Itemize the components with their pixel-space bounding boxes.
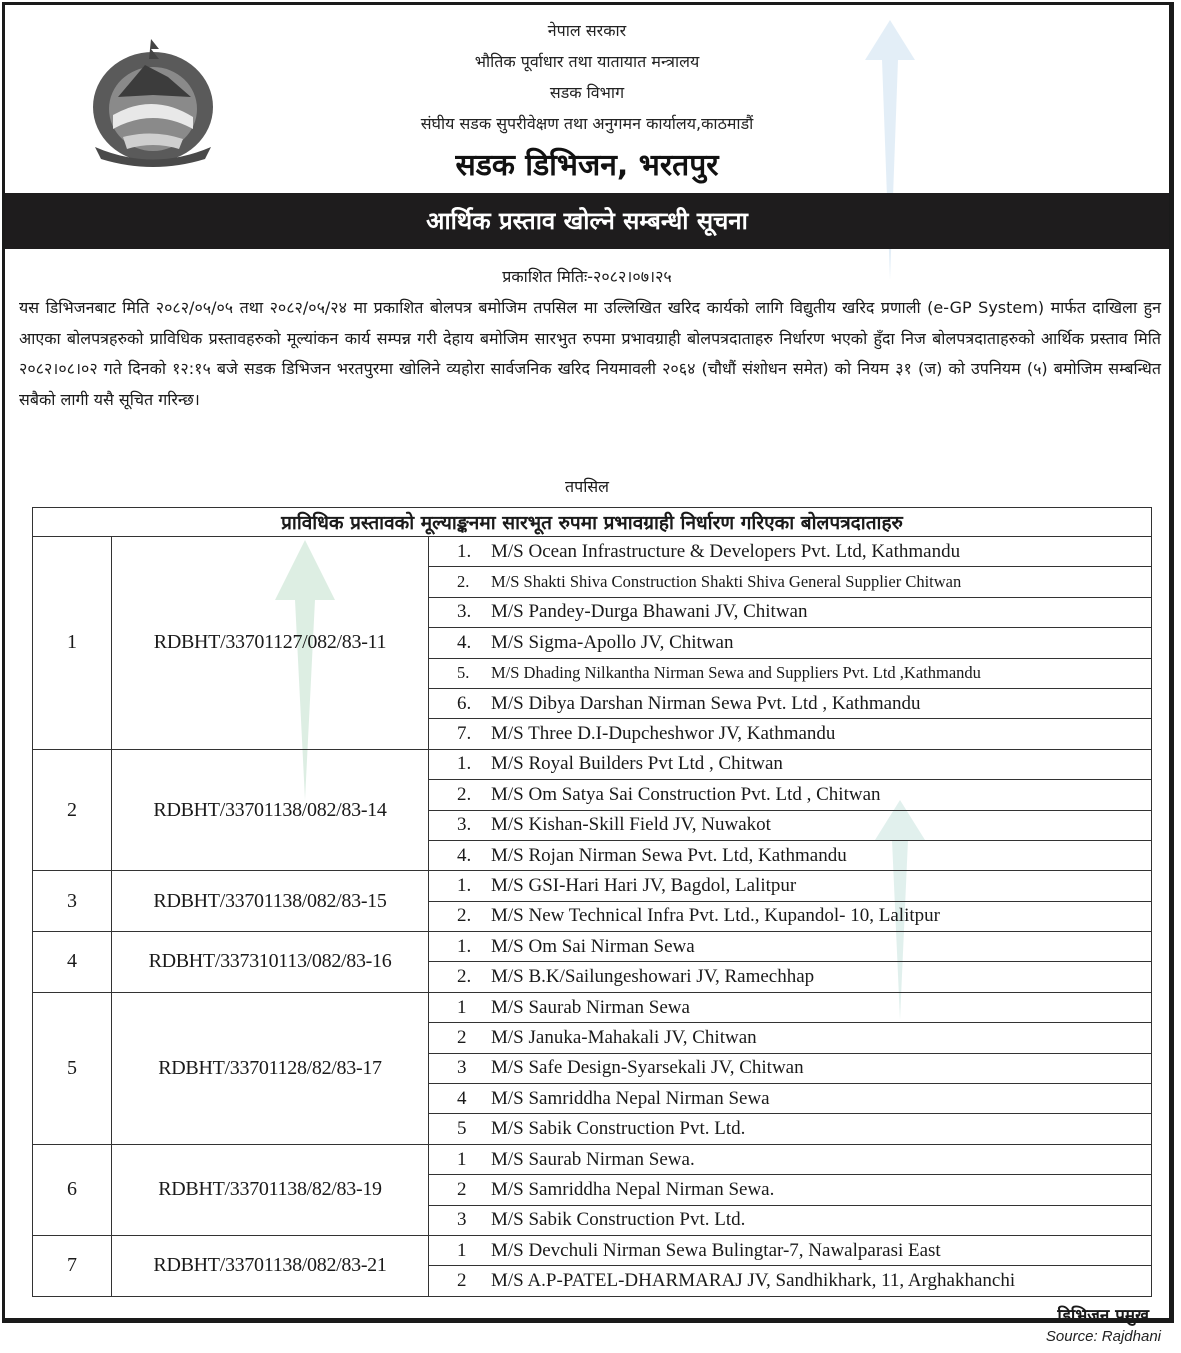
- bidder-name: M/S Saurab Nirman Sewa.: [491, 1148, 695, 1170]
- table-row: [33, 932, 1152, 962]
- bidder-number: 4.: [457, 844, 472, 866]
- bidder-name: M/S Samriddha Nepal Nirman Sewa.: [491, 1178, 775, 1200]
- contract-reference: RDBHT/33701138/082/83-21: [112, 1235, 429, 1296]
- bidder-number: 2: [457, 1270, 467, 1292]
- serial-number: 7: [33, 1235, 112, 1296]
- bidder-cell: [429, 1023, 1152, 1053]
- bidder-number: 2.: [457, 572, 470, 592]
- table-row: [33, 871, 1152, 901]
- bidder-number: 2.: [457, 905, 472, 927]
- bidder-number: 7.: [457, 723, 472, 745]
- bidder-number: 3.: [457, 814, 472, 836]
- bidder-name: M/S Dibya Darshan Nirman Sewa Pvt. Ltd , Kathmandu: [491, 692, 921, 714]
- bidder-name: M/S New Technical Infra Pvt. Ltd., Kupandol- 10, Lalitpur: [491, 905, 940, 927]
- bidder-number: 5: [457, 1118, 467, 1140]
- bidder-number: 2: [457, 1026, 467, 1048]
- bidder-name: M/S Januka-Mahakali JV, Chitwan: [491, 1026, 757, 1048]
- bidder-cell: [429, 1235, 1152, 1265]
- bidder-name: M/S Pandey-Durga Bhawani JV, Chitwan: [491, 601, 808, 623]
- serial-number: 4: [33, 932, 112, 993]
- published-date: प्रकाशित मितिः-२०८२।०७।२५: [502, 267, 672, 286]
- bidder-number: 3: [457, 1057, 467, 1079]
- contract-reference: RDBHT/337310113/082/83-16: [112, 932, 429, 993]
- bidder-name: M/S Sabik Construction Pvt. Ltd.: [491, 1209, 746, 1231]
- header-government: नेपाल सरकार: [547, 21, 627, 40]
- bidder-cell: [429, 537, 1152, 567]
- notice-body: यस डिभिजनबाट मिति २०८२/०५/०५ तथा २०८२/०५/२४ मा प्रकाशित बोलपत्र बमोजिम तपसिल मा उल्लिखित खरिद कार्यको लागि विद्युतीय खरिद प्रणाली (e-GP System) मार्फत दाखिला हुन आएका बोलपत्रहरुको प्राविधिक प्रस्तावहरुको मूल्यांकन कार्य सम्पन्न गरी देहाय बमोजिम सारभुत रुपमा प्रभावग्राही बोलपत्रदाताहरु निर्धारण भएको हुँदा निज बोलपत्रदाताहरुको आर्थिक प्रस्ताव मिति २०८२।०८।०२ गते दिनको १२:१५ बजे सडक डिभिजन भरतपुरमा खोलिने व्यहोरा सार्वजनिक खरिद नियमावली २०६४ (चौधौं संशोधन समेत) को नियम ३१ (ज) को उपनियम (५) बमोजिम सम्बन्धित सबैको लागी यसै सूचित गरिन्छ।: [19, 298, 1161, 409]
- bidder-name: M/S Sigma-Apollo JV, Chitwan: [491, 631, 734, 653]
- table-heading: प्राविधिक प्रस्तावको मूल्याङ्कनमा सारभूत रुपमा प्रभावग्राही निर्धारण गरिएका बोलपत्रदाताहरु: [33, 508, 1152, 537]
- signoff-division-chief: डिभिजन प्रमुख: [1057, 1306, 1149, 1326]
- bidder-cell: [429, 597, 1152, 627]
- bidder-cell: [429, 840, 1152, 870]
- bidder-number: 4: [457, 1087, 467, 1109]
- notice-header: [5, 5, 1169, 190]
- notice-frame: [2, 2, 1174, 1326]
- contract-reference: RDBHT/33701128/82/83-17: [112, 992, 429, 1144]
- bidder-cell: [429, 1266, 1152, 1296]
- bidder-cell: [429, 901, 1152, 931]
- table-row: [33, 1235, 1152, 1265]
- notice-title: आर्थिक प्रस्ताव खोल्ने सम्बन्धी सूचना: [5, 193, 1169, 249]
- bidder-number: 1: [457, 1239, 467, 1261]
- bidder-cell: [429, 932, 1152, 962]
- serial-number: 2: [33, 749, 112, 871]
- bidder-cell: [429, 719, 1152, 749]
- bidder-number: 3: [457, 1209, 467, 1231]
- bidder-cell: [429, 1053, 1152, 1083]
- bidder-number: 1.: [457, 540, 472, 562]
- bidder-cell: [429, 658, 1152, 688]
- bidder-cell: [429, 1084, 1152, 1114]
- bidder-name: M/S A.P-PATEL-DHARMARAJ JV, Sandhikhark, 11, Arghakhanchi: [491, 1270, 1016, 1292]
- bidder-number: 2: [457, 1178, 467, 1200]
- bidder-cell: [429, 780, 1152, 810]
- bidder-name: M/S B.K/Sailungeshowari JV, Ramechhap: [491, 966, 815, 988]
- bidder-number: 6.: [457, 692, 472, 714]
- table-row: [33, 537, 1152, 567]
- header-federal-office: संघीय सडक सुपरीवेक्षण तथा अनुगमन कार्यालय,काठमाडौं: [420, 114, 754, 133]
- bidder-name: M/S Samriddha Nepal Nirman Sewa: [491, 1087, 770, 1109]
- bidder-cell: [429, 628, 1152, 658]
- bidder-cell: [429, 749, 1152, 779]
- serial-number: 3: [33, 871, 112, 932]
- bidder-name: M/S GSI-Hari Hari JV, Bagdol, Lalitpur: [491, 874, 797, 896]
- bidder-number: 3.: [457, 601, 472, 623]
- bidder-cell: [429, 962, 1152, 992]
- contract-reference: RDBHT/33701127/082/83-11: [112, 537, 429, 750]
- bidder-number: 1: [457, 996, 467, 1018]
- contract-reference: RDBHT/33701138/82/83-19: [112, 1144, 429, 1235]
- header-department: सडक विभाग: [549, 83, 625, 102]
- bidder-cell: [429, 1144, 1152, 1174]
- source-credit: Source: Rajdhani: [1045, 1328, 1161, 1345]
- bidder-number: 5.: [457, 663, 470, 683]
- table-row: [33, 749, 1152, 779]
- office-title: सडक डिभिजन, भरतपुर: [455, 148, 719, 183]
- bidder-name: M/S Devchuli Nirman Sewa Bulingtar-7, Nawalparasi East: [491, 1239, 941, 1261]
- bidder-cell: [429, 688, 1152, 718]
- bidder-number: 2.: [457, 783, 472, 805]
- header-ministry: भौतिक पूर्वाधार तथा यातायात मन्त्रालय: [474, 52, 700, 71]
- bidder-number: 2.: [457, 966, 472, 988]
- bidders-table: [32, 507, 1152, 1297]
- bidder-name: M/S Safe Design-Syarsekali JV, Chitwan: [491, 1057, 804, 1079]
- bidder-cell: [429, 810, 1152, 840]
- bidder-number: 1.: [457, 753, 472, 775]
- bidder-name: M/S Om Sai Nirman Sewa: [491, 935, 695, 957]
- bidder-cell: [429, 1175, 1152, 1205]
- bidder-number: 1.: [457, 874, 472, 896]
- contract-reference: RDBHT/33701138/082/83-14: [112, 749, 429, 871]
- bidder-name: M/S Sabik Construction Pvt. Ltd.: [491, 1118, 746, 1140]
- bidder-name: M/S Kishan-Skill Field JV, Nuwakot: [491, 814, 771, 836]
- schedule-label: तपसिल: [564, 477, 610, 496]
- bidder-number: 1.: [457, 935, 472, 957]
- bidder-number: 1: [457, 1148, 467, 1170]
- bidder-cell: [429, 567, 1152, 597]
- bidder-name: M/S Royal Builders Pvt Ltd , Chitwan: [491, 753, 783, 775]
- bidder-number: 4.: [457, 631, 472, 653]
- bidder-name: M/S Ocean Infrastructure & Developers Pvt. Ltd, Kathmandu: [491, 540, 961, 562]
- bidder-name: M/S Dhading Nilkantha Nirman Sewa and Suppliers Pvt. Ltd ,Kathmandu: [491, 663, 981, 683]
- serial-number: 1: [33, 537, 112, 750]
- table-row: [33, 992, 1152, 1022]
- bidder-cell: [429, 871, 1152, 901]
- bidder-name: M/S Three D.I-Dupcheshwor JV, Kathmandu: [491, 723, 836, 745]
- serial-number: 6: [33, 1144, 112, 1235]
- bidder-cell: [429, 1114, 1152, 1144]
- bidder-cell: [429, 992, 1152, 1022]
- contract-reference: RDBHT/33701138/082/83-15: [112, 871, 429, 932]
- bidder-cell: [429, 1205, 1152, 1235]
- bidder-name: M/S Om Satya Sai Construction Pvt. Ltd , Chitwan: [491, 783, 881, 805]
- bidder-name: M/S Saurab Nirman Sewa: [491, 996, 690, 1018]
- bidder-name: M/S Shakti Shiva Construction Shakti Shiva General Supplier Chitwan: [491, 572, 962, 592]
- table-row: [33, 1144, 1152, 1174]
- bidder-name: M/S Rojan Nirman Sewa Pvt. Ltd, Kathmandu: [491, 844, 847, 866]
- serial-number: 5: [33, 992, 112, 1144]
